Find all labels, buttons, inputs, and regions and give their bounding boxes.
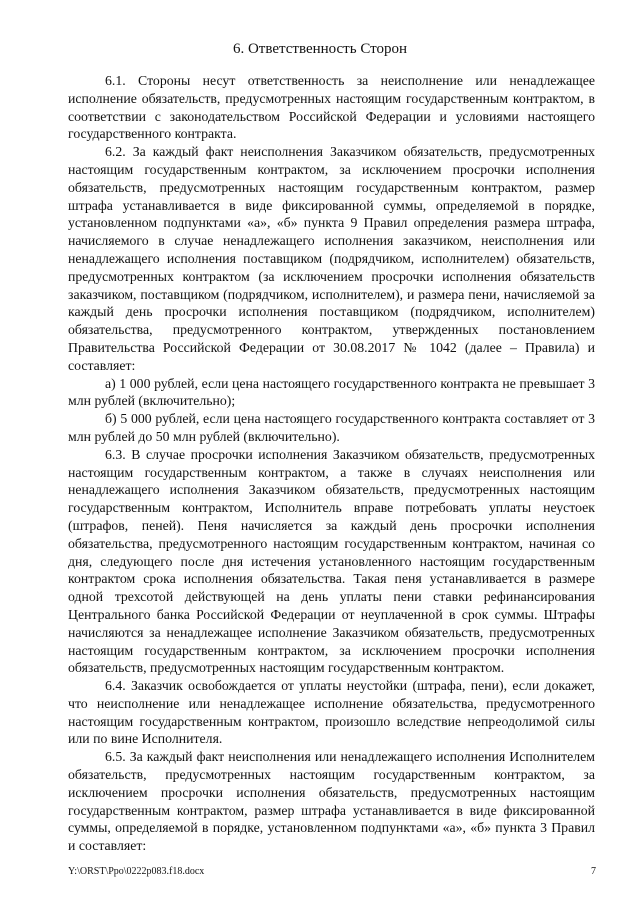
document-body xyxy=(68,72,595,855)
paragraph-6-5: 6.5. За каждый факт неисполнения или ненадлежащего исполнения Исполнителем обязательств, предусмотренных настоящим государственным контрактом, за исключением просрочки исполнения обязательств, предусмотренных настоящим государственным контрактом, размер штрафа устанавливается в виде фиксированной суммы, определяемой в порядке, установленном подпунктами «а», «б» пункта 3 Правил и составляет: xyxy=(68,749,595,854)
paragraph-6-4: 6.4. Заказчик освобождается от уплаты неустойки (штрафа, пени), если докажет, что неисполнение или ненадлежащее исполнение обязательства, предусмотренного настоящим государственным контрактом, произошло вследствие непреодолимой силы или по вине Исполнителя. xyxy=(68,678,595,747)
paragraph-6-2-a: а) 1 000 рублей, если цена настоящего государственного контракта не превышает 3 млн рублей (включительно); xyxy=(68,375,595,409)
page-number: 7 xyxy=(591,866,596,877)
section-title: 6. Ответственность Сторон xyxy=(232,41,408,57)
paragraph-6-2: 6.2. За каждый факт неисполнения Заказчиком обязательств, предусмотренных настоящим государственным контрактом, за исключением просрочки исполнения обязательств, предусмотренных настоящим государственным контрактом, размер штрафа устанавливается в виде фиксированной суммы, определяемой в порядке, установленном подпунктами «а», «б» пункта 9 Правил определения размера штрафа, начисляемого в случае ненадлежащего исполнения заказчиком, неисполнения или ненадлежащего исполнения поставщиком (подрядчиком, исполнителем) обязательств, предусмотренных контрактом (за исключением просрочки исполнения обязательств заказчиком, поставщиком (подрядчиком, исполнителем), и размера пени, начисляемой за каждый день просрочки исполнения поставщиком (подрядчиком, исполнителем) обязательства, предусмотренного контрактом, утвержденных постановлением Правительства Российской Федерации от 30.08.2017 № 1042 (далее – Правила) и составляет: xyxy=(68,144,595,373)
paragraph-6-3: 6.3. В случае просрочки исполнения Заказчиком обязательств, предусмотренных настоящим государственным контрактом, а также в случаях неисполнения или ненадлежащего исполнения Заказчиком обязательств, предусмотренных настоящим государственным контрактом, Исполнитель вправе потребовать уплаты неустоек (штрафов, пеней). Пеня начисляется за каждый день просрочки исполнения обязательства, предусмотренного настоящим государственным контрактом, начиная со дня, следующего после дня истечения установленного настоящим государственным контрактом срока исполнения обязательства. Такая пеня устанавливается в размере одной трехсотой действующей на день уплаты пени ставки рефинансирования Центрального банка Российской Федерации от неуплаченной в срок суммы. Штрафы начисляются за ненадлежащее исполнение Заказчиком обязательств, предусмотренных настоящим государственным контрактом, за исключением просрочки исполнения обязательств, предусмотренных настоящим государственным контрактом. xyxy=(68,446,595,676)
paragraph-6-2-b: б) 5 000 рублей, если цена настоящего государственного контракта составляет от 3 млн рублей до 50 млн рублей (включительно). xyxy=(68,411,595,444)
paragraph-6-1: 6.1. Стороны несут ответственность за неисполнение или ненадлежащее исполнение обязательств, предусмотренных настоящим государственным контрактом, в соответствии с законодательством Российской Федерации и условиями настоящего государственного контракта. xyxy=(68,73,595,142)
footer-file-path: Y:\ORST\Ppo\0222p083.f18.docx xyxy=(68,866,205,877)
